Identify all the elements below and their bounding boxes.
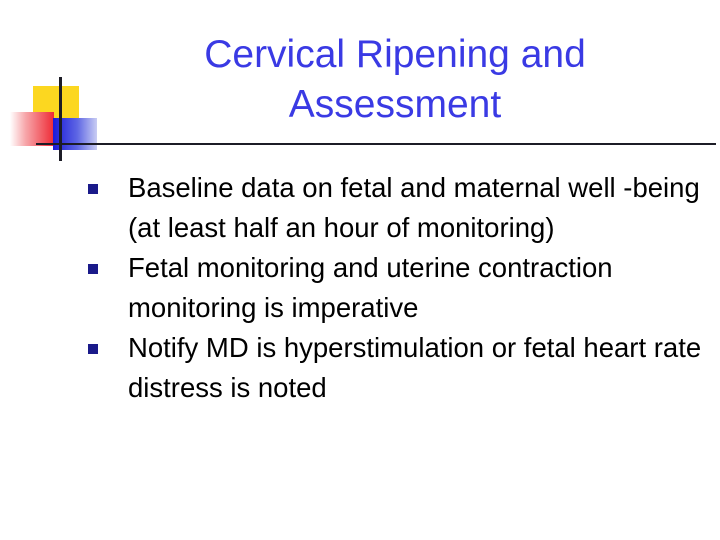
slide-title: Cervical Ripening and Assessment [204,33,586,126]
bullet-square-icon [88,264,98,274]
logo-red-square [10,112,54,146]
bullet-text: Notify MD is hyperstimulation or fetal heart rate distress is noted [128,332,702,403]
bullet-text: Fetal monitoring and uterine contraction monitoring is imperative [128,252,613,323]
bullet-item [84,168,704,248]
bullet-text: Baseline data on fetal and maternal well -being (at least half an hour of monitoring) [128,172,700,243]
logo-vertical-line [59,77,62,161]
bullet-square-icon [88,184,98,194]
bullet-square-icon [88,344,98,354]
title-divider [36,143,716,145]
bullet-list [84,168,704,408]
bullet-item [84,248,704,328]
bullet-item [84,328,704,408]
